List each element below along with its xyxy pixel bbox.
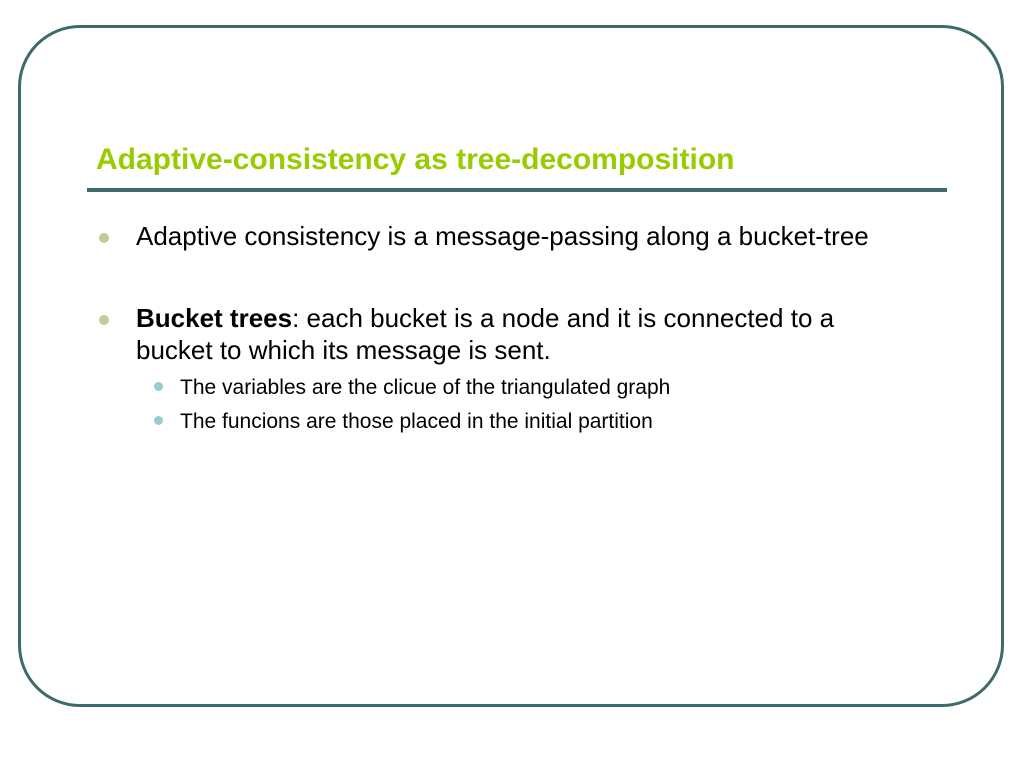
bullet-dot-icon (99, 315, 109, 325)
bullet-item (96, 220, 916, 252)
bullet-text: Adaptive consistency is a message-passing along a bucket-tree (136, 221, 869, 251)
subbullet-text: The variables are the clicue of the triangulated graph (180, 376, 671, 399)
subbullet-item (96, 408, 916, 436)
subbullet-dot-icon (154, 382, 163, 391)
bullet-bold-term: Bucket trees (136, 303, 293, 333)
bullet-item (96, 302, 916, 366)
slide-title: Adaptive-consistency as tree-decomposition (96, 143, 735, 176)
slide-content (96, 220, 916, 436)
bullet-text: : each bucket is a node and it is connected to a bucket to which its message is sent. (136, 303, 835, 365)
subbullet-text: The funcions are those placed in the initial partition (180, 410, 653, 433)
bullet-dot-icon (99, 233, 109, 243)
title-divider (87, 188, 947, 192)
subbullet-dot-icon (154, 416, 163, 425)
subbullet-item (96, 374, 916, 402)
